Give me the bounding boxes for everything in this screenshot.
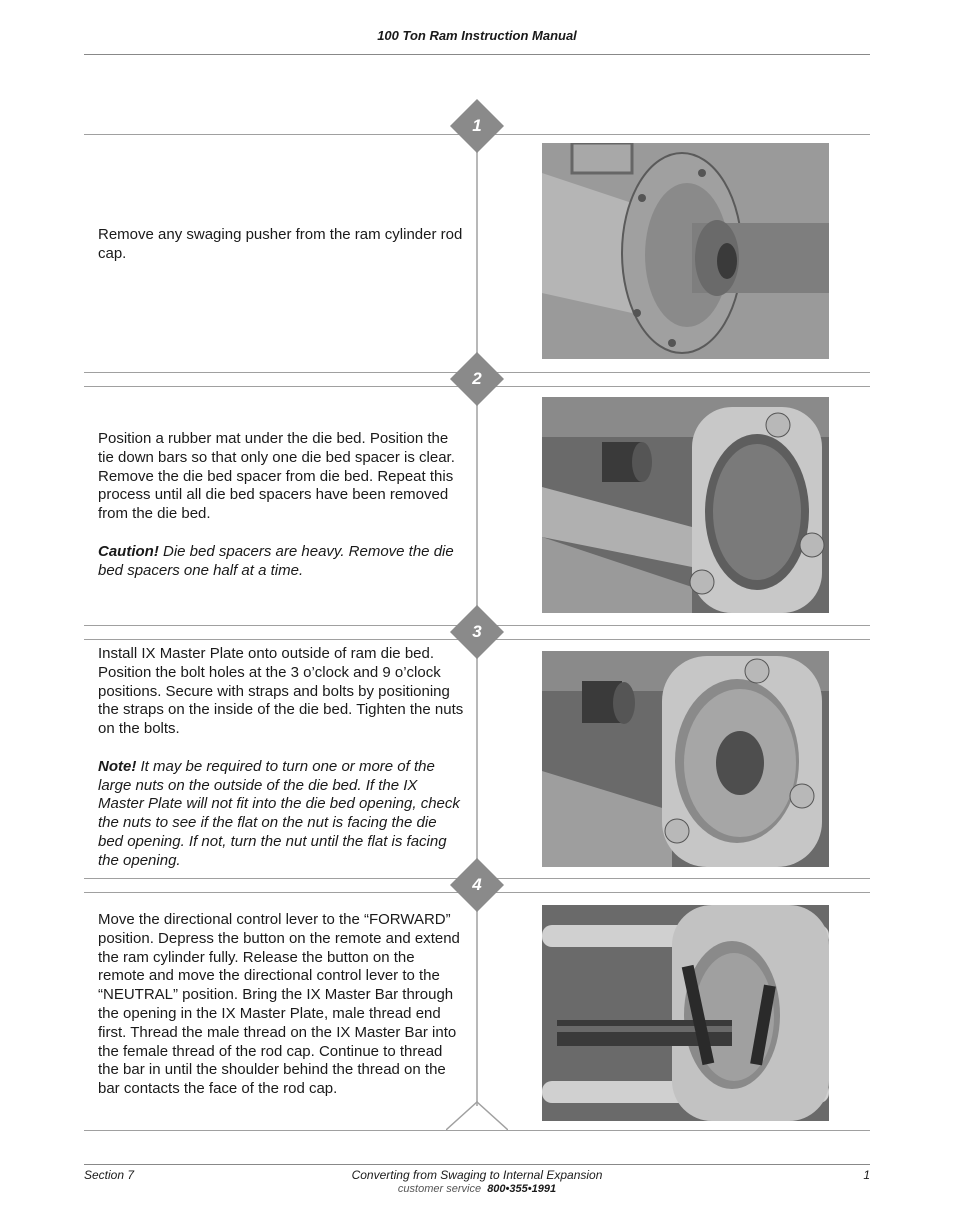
step-badge [449, 98, 505, 154]
step-4-text [98, 911, 464, 1099]
step-3-text [98, 645, 464, 871]
step-paragraph: Position a rubber mat under the die bed. Position the tie down bars so that only one die bed spacer is clear. Remove the die bed spacer from die bed. Repeat this process until all die bed spacers have been removed from the die bed. [98, 430, 455, 523]
note-label: Note! [98, 757, 137, 775]
caution-note [98, 543, 464, 581]
footer-section: Section 7 [84, 1168, 135, 1182]
step-2-text [98, 430, 464, 580]
step-4-photo [542, 905, 829, 1121]
customer-service-label: customer service [397, 1183, 482, 1195]
step-2-photo [542, 397, 829, 613]
note-text: It may be required to turn one or more of the large nuts on the outside of the die bed. If the IX Master Plate will not fit into the die bed opening, check the nuts to see if the flat on the nut is facing the die bed opening. If not, turn the nut until the flat is facing the opening. [98, 757, 460, 869]
caution-text: Die bed spacers are heavy. Remove the die bed spacers one half at a time. [98, 542, 454, 579]
note-block [98, 758, 464, 871]
customer-service-phone: 800•355•1991 [487, 1183, 557, 1195]
step-number: 2 [472, 369, 482, 388]
step-paragraph: Remove any swaging pusher from the ram cylinder rod cap. [98, 226, 463, 262]
column-divider [476, 657, 478, 865]
column-divider [476, 910, 478, 1106]
manual-title: 100 Ton Ram Instruction Manual [377, 28, 577, 43]
step-paragraph: Install IX Master Plate onto outside of ram die bed. Position the bolt holes at the 3 o’clock and 9 o’clock positions. Secure with straps and bolts by positioning the straps on the inside of the die bed. Tighten the nuts on the bolts. [98, 645, 464, 738]
step-paragraph: Move the directional control lever to the “FORWARD” position. Depress the button on the remote and extend the ram cylinder fully. Release the button on the remote and move the directional control lever to the “NEUTRAL” position. Bring the IX Master Bar through the opening in the IX Master Plate, male thread end first. Thread the male thread on the IX Master Bar into the female thread of the rod cap. Continue to thread the bar in until the shoulder behind the thread on the bar contacts the face of the rod cap. [98, 911, 460, 1098]
caution-label: Caution! [98, 542, 159, 560]
bottom-notch [446, 1100, 508, 1132]
step-number: 4 [472, 875, 482, 894]
step-badge [449, 351, 505, 407]
step-number: 3 [472, 622, 482, 641]
step-1-photo [542, 143, 829, 359]
customer-service [0, 1183, 954, 1195]
step-number: 1 [472, 116, 482, 135]
step-3-photo [542, 651, 829, 867]
page-number: 1 [863, 1168, 870, 1182]
footer-title: Converting from Swaging to Internal Expansion [351, 1168, 603, 1182]
column-divider [476, 404, 478, 612]
header-divider [84, 54, 870, 55]
footer-divider [84, 1164, 870, 1165]
column-divider [476, 150, 478, 360]
step-1-text [98, 226, 464, 264]
